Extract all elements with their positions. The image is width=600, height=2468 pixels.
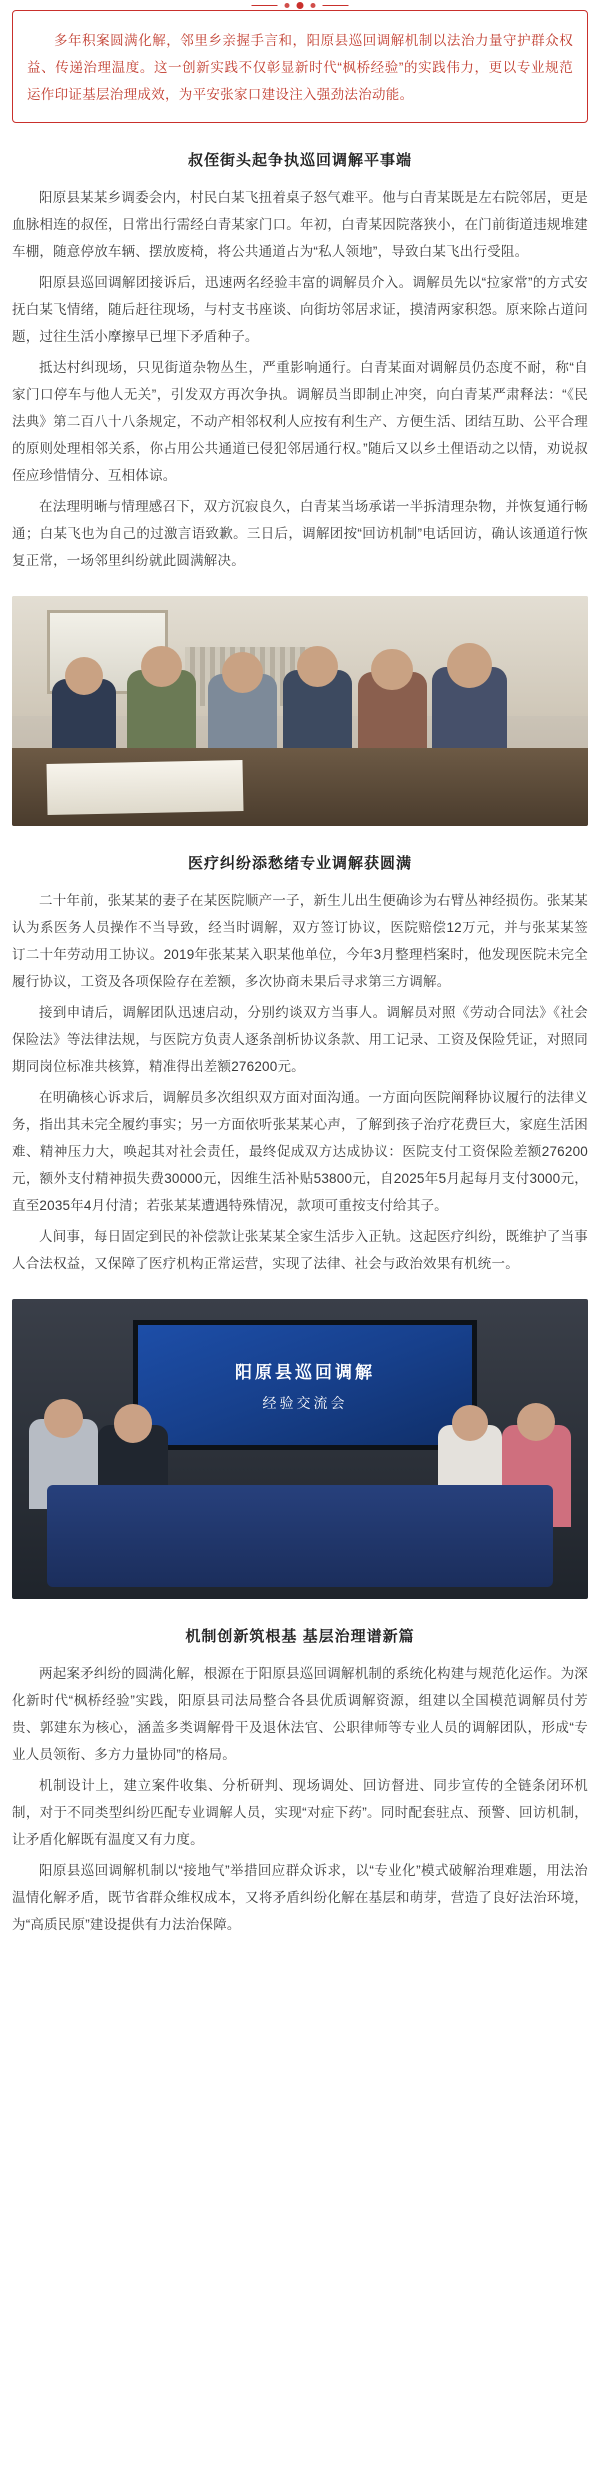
photo1-person-head [65,657,103,695]
photo2-screen-subtitle: 经验交流会 [262,1394,348,1411]
photo1-person-head [222,652,263,693]
section-2-title: 医疗纠纷添愁绪专业调解获圆满 [187,855,412,872]
section-1-paragraph-4: 在法理明晰与情理感召下，双方沉寂良久，白青某当场承诺一半拆清理杂物，并恢复通行畅通；白某飞也为自己的过激言语致歉。三日后，调解团按“回访机制”电话回访，确认该通道行恢复正常，一场邻里纠纷就此圆满解决。 [12,499,588,568]
intro-paragraph: 多年积案圆满化解，邻里乡亲握手言和，阳原县巡回调解机制以法治力量守护群众权益、传递治理温度。这一创新实践不仅彰显新时代“枫桥经验”的实践伟力，更以专业规范运作印证基层治理成效，为平安张家口建设注入强劲法治动能。 [27,33,573,102]
section-2-paragraph-1: 二十年前，张某某的妻子在某医院顺产一子，新生儿出生便确诊为右臂丛神经损伤。张某某认为系医务人员操作不当导致，经当时调解，双方签订协议，医院赔偿12万元，并与张某某签订二十年劳动用工协议。2019年张某某入职某他单位，今年3月整理档案时，他发现医院未完全履行协议，工资及各项保险存在差额，多次协商未果后寻求第三方调解。 [12,893,588,989]
section-3-paragraph-1: 两起案矛纠纷的圆满化解，根源在于阳原县巡回调解机制的系统化构建与规范化运作。为深化新时代“枫桥经验”实践，阳原县司法局整合各县优质调解资源，组建以全国模范调解员付芳贵、郭建东为核心，涵盖多类调解骨干及退休法官、公职律师等专业人员的调解团队，形成“专业人员领衔、多方力量协同”的格局。 [12,1666,588,1762]
photo-conference-room [12,1299,588,1599]
ornament-dot-left [285,3,290,8]
section-3-paragraph-2: 机制设计上，建立案件收集、分析研判、现场调处、回访督进、同步宣传的全链条闭环机制，对于不同类型纠纷匹配专业调解人员，实现“对症下药”。同时配套驻点、预警、回访机制，让矛盾化解既有温度又有力度。 [12,1778,588,1847]
section-1-paragraph-1: 阳原县某某乡调委会内，村民白某飞扭着桌子怒气难平。他与白青某既是左右院邻居，更是血脉相连的叔侄，日常出行需经白青某家门口。年初，白青某因院落狭小，在门前街道违规堆建车棚，随意停放车辆、摆放废椅，将公共通道占为“私人领地”，导致白某飞出行受阻。 [12,190,588,259]
photo2-person-head [452,1405,487,1440]
ornament-line-right [323,5,349,6]
photo1-documents [46,760,243,815]
section-2-paragraph-4: 人间事，每日固定到民的补偿款让张某某全家生活步入正轨。这起医疗纠纷，既维护了当事人合法权益，又保障了医疗机构正常运营，实现了法律、社会与政治效果有机统一。 [12,1229,588,1271]
photo2-person-head [517,1403,556,1442]
photo-mediators-at-table [12,596,588,826]
section-3-paragraph-3: 阳原县巡回调解机制以“接地气”举措回应群众诉求，以“专业化”模式破解治理难题，用法治温情化解矛盾，既节省群众维权成本，又将矛盾纠纷化解在基层和萌芽，营造了良好法治环境，为“高质民原”建设提供有力法治保障。 [12,1863,588,1932]
bottom-spacer [0,1942,600,1968]
ornament-dot-right [311,3,316,8]
section-3 [12,1599,588,1938]
ornament-dot-center [297,2,304,9]
article-page [0,10,600,1968]
photo1-person-head [447,643,492,688]
photo1-person-head [297,646,338,687]
decorative-ornament [242,2,359,9]
photo2-screen-title: 阳原县巡回调解 [234,1362,375,1382]
photo1-person-head [141,646,182,687]
section-2-paragraph-3: 在明确核心诉求后，调解员多次组织双方面对面沟通。一方面向医院阐释协议履行的法律义务，指出其未完全履约事实；另一方面依听张某某心声，了解到孩子治疗花费巨大，家庭生活困难、精神压力大，唤起其对社会责任，最终促成双方达成协议：医院支付工资保险差额276200元，额外支付精神损失费30000元，因维生活补贴53800元，自2025年5月起每月支付3000元，直至2035年4月付清；若张某某遭遇特殊情况，款项可重按支付给其子。 [12,1090,588,1213]
section-1 [12,123,588,574]
section-1-paragraph-2: 阳原县巡回调解团接诉后，迅速两名经验丰富的调解员介入。调解员先以“拉家常”的方式安抚白某飞情绪，随后赶往现场，与村支书座谈、向街坊邻居求证，摸清两家积怨。原来除占道问题，过往生活小摩擦早已埋下矛盾种子。 [12,275,588,344]
section-1-paragraph-3: 抵达村纠现场，只见街道杂物丛生，严重影响通行。白青某面对调解员仍态度不耐，称“自家门口停车与他人无关”，引发双方再次争执。调解员当即制止冲突，向白青某严肃释法：“《民法典》第二百八十八条规定，不动产相邻权利人应按有利生产、方便生活、团结互助、公平合理的原则处理相邻关系，你占用公共通道已侵犯邻居通行权。”随后又以乡土俚语动之以情，劝说叔侄应珍惜情分、互相体谅。 [12,360,588,483]
photo2-person-head [44,1399,83,1438]
intro-highlight-block [12,10,588,123]
section-2 [12,826,588,1277]
section-2-paragraph-2: 接到申请后，调解团队迅速启动，分别约谈双方当事人。调解员对照《劳动合同法》《社会保险法》等法律法规，与医院方负责人逐条剖析协议条款、用工记录、工资及保险凭证，对照同期同岗位标准共核算，精准得出差额276200元。 [12,1005,588,1074]
photo2-conference-table [47,1485,554,1587]
photo1-person-head [371,649,412,690]
ornament-line-left [252,5,278,6]
section-1-title: 叔侄街头起争执巡回调解平事端 [187,152,412,169]
photo2-person-head [114,1404,153,1443]
section-3-title: 机制创新筑根基 基层治理谱新篇 [185,1628,415,1645]
photo2-projection-screen [133,1320,477,1450]
